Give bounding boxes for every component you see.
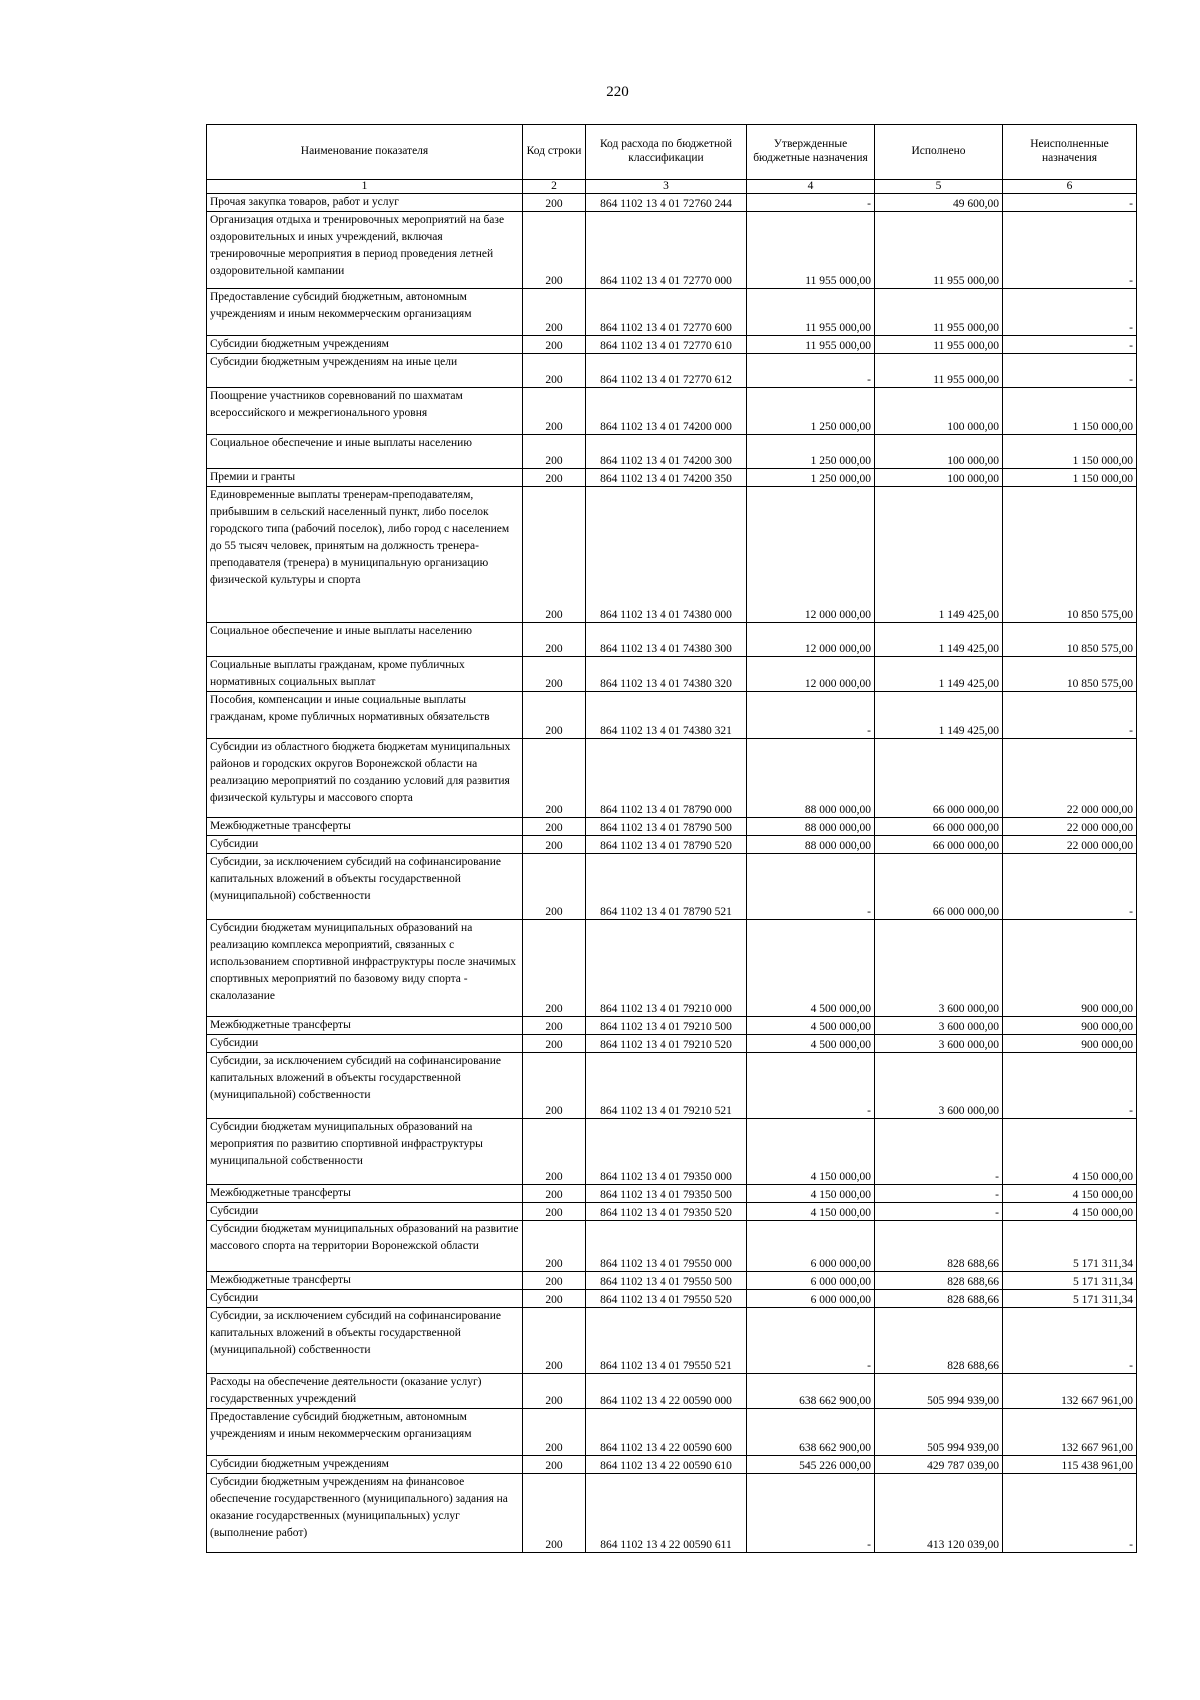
- table-cell-line-code: 200: [523, 1474, 586, 1553]
- table-cell-unexecuted: 4 150 000,00: [1003, 1119, 1137, 1185]
- table-row: [207, 854, 1137, 920]
- table-row: [207, 336, 1137, 354]
- table-cell-line-code: 200: [523, 388, 586, 435]
- table-cell-name: Предоставление субсидий бюджетным, автономным учреждениям и иным некоммерческим организациям: [207, 1409, 523, 1456]
- table-row: [207, 1374, 1137, 1409]
- table-cell-name: Межбюджетные трансферты: [207, 1017, 523, 1035]
- table-cell-budget-code: 864 1102 13 4 22 00590 600: [586, 1409, 747, 1456]
- table-cell-executed: 100 000,00: [875, 388, 1003, 435]
- table-cell-line-code: 200: [523, 289, 586, 336]
- table-cell-budget-code: 864 1102 13 4 01 79550 521: [586, 1308, 747, 1374]
- table-cell-executed: 3 600 000,00: [875, 1017, 1003, 1035]
- table-cell-line-code: 200: [523, 1035, 586, 1053]
- table-cell-unexecuted: 5 171 311,34: [1003, 1221, 1137, 1272]
- table-cell-name: Прочая закупка товаров, работ и услуг: [207, 194, 523, 212]
- table-cell-executed: 3 600 000,00: [875, 920, 1003, 1017]
- table-cell-budget-code: 864 1102 13 4 22 00590 610: [586, 1456, 747, 1474]
- table-cell-approved: 6 000 000,00: [747, 1290, 875, 1308]
- table-cell-unexecuted: 22 000 000,00: [1003, 739, 1137, 818]
- table-cell-executed: 11 955 000,00: [875, 354, 1003, 388]
- table-cell-line-code: 200: [523, 623, 586, 657]
- table-cell-unexecuted: 1 150 000,00: [1003, 435, 1137, 469]
- table-row: [207, 212, 1137, 289]
- table-cell-executed: 3 600 000,00: [875, 1035, 1003, 1053]
- table-cell-approved: 1 250 000,00: [747, 435, 875, 469]
- table-cell-executed: 100 000,00: [875, 435, 1003, 469]
- table-row: [207, 739, 1137, 818]
- table-cell-unexecuted: 5 171 311,34: [1003, 1272, 1137, 1290]
- table-cell-line-code: 200: [523, 1119, 586, 1185]
- table-cell-executed: 828 688,66: [875, 1308, 1003, 1374]
- table-cell-name: Социальное обеспечение и иные выплаты населению: [207, 435, 523, 469]
- table-cell-line-code: 200: [523, 194, 586, 212]
- table-cell-approved: 6 000 000,00: [747, 1272, 875, 1290]
- table-cell-budget-code: 864 1102 13 4 01 79550 520: [586, 1290, 747, 1308]
- table-cell-budget-code: 864 1102 13 4 01 79550 500: [586, 1272, 747, 1290]
- table-cell-line-code: 200: [523, 435, 586, 469]
- table-cell-executed: -: [875, 1119, 1003, 1185]
- table-cell-name: Поощрение участников соревнований по шахматам всероссийского и межрегионального уровня: [207, 388, 523, 435]
- table-row: [207, 1308, 1137, 1374]
- table-cell-budget-code: 864 1102 13 4 01 74380 300: [586, 623, 747, 657]
- table-cell-line-code: 200: [523, 739, 586, 818]
- table-cell-line-code: 200: [523, 1374, 586, 1409]
- table-row: [207, 1272, 1137, 1290]
- table-cell-name: Субсидии: [207, 836, 523, 854]
- table-cell-executed: 413 120 039,00: [875, 1474, 1003, 1553]
- table-cell-name: Субсидии бюджетным учреждениям на иные цели: [207, 354, 523, 388]
- table-cell-line-code: 200: [523, 1203, 586, 1221]
- table-cell-budget-code: 864 1102 13 4 01 79350 000: [586, 1119, 747, 1185]
- header-line-code: Код строки: [523, 125, 586, 180]
- table-cell-name: Субсидии: [207, 1035, 523, 1053]
- table-row: [207, 354, 1137, 388]
- table-cell-name: Межбюджетные трансферты: [207, 818, 523, 836]
- table-row: [207, 1203, 1137, 1221]
- table-cell-unexecuted: 5 171 311,34: [1003, 1290, 1137, 1308]
- table-cell-budget-code: 864 1102 13 4 01 72770 612: [586, 354, 747, 388]
- table-cell-approved: 11 955 000,00: [747, 289, 875, 336]
- table-cell-budget-code: 864 1102 13 4 01 74200 000: [586, 388, 747, 435]
- table-cell-unexecuted: -: [1003, 1053, 1137, 1119]
- table-cell-name: Субсидии бюджетным учреждениям: [207, 1456, 523, 1474]
- table-cell-unexecuted: 22 000 000,00: [1003, 818, 1137, 836]
- table-cell-approved: 4 150 000,00: [747, 1185, 875, 1203]
- table-row: [207, 1221, 1137, 1272]
- table-cell-approved: -: [747, 1053, 875, 1119]
- table-cell-executed: 429 787 039,00: [875, 1456, 1003, 1474]
- table-cell-executed: 505 994 939,00: [875, 1409, 1003, 1456]
- table-cell-budget-code: 864 1102 13 4 01 78790 500: [586, 818, 747, 836]
- table-row: [207, 469, 1137, 487]
- table-cell-name: Субсидии из областного бюджета бюджетам муниципальных районов и городских округов Воронежской области на реализацию мероприятий по созданию условий для развития физической культуры и массового спорта: [207, 739, 523, 818]
- table-cell-line-code: 200: [523, 1272, 586, 1290]
- table-cell-unexecuted: 10 850 575,00: [1003, 657, 1137, 692]
- table-cell-approved: 88 000 000,00: [747, 836, 875, 854]
- table-cell-approved: 12 000 000,00: [747, 487, 875, 623]
- table-cell-unexecuted: 132 667 961,00: [1003, 1409, 1137, 1456]
- table-cell-executed: 11 955 000,00: [875, 336, 1003, 354]
- table-cell-line-code: 200: [523, 818, 586, 836]
- table-cell-line-code: 200: [523, 1185, 586, 1203]
- table-cell-name: Субсидии, за исключением субсидий на софинансирование капитальных вложений в объекты государственной (муниципальной) собственности: [207, 1053, 523, 1119]
- table-cell-approved: 11 955 000,00: [747, 212, 875, 289]
- table-cell-executed: 49 600,00: [875, 194, 1003, 212]
- table-row: [207, 388, 1137, 435]
- column-number: 2: [523, 180, 586, 194]
- table-cell-approved: -: [747, 354, 875, 388]
- column-number: 1: [207, 180, 523, 194]
- table-cell-executed: 1 149 425,00: [875, 487, 1003, 623]
- table-cell-unexecuted: 115 438 961,00: [1003, 1456, 1137, 1474]
- table-cell-executed: 66 000 000,00: [875, 818, 1003, 836]
- table-cell-name: Расходы на обеспечение деятельности (оказание услуг) государственных учреждений: [207, 1374, 523, 1409]
- table-cell-line-code: 200: [523, 836, 586, 854]
- table-cell-name: Единовременные выплаты тренерам-преподавателям, прибывшим в сельский населенный пункт, либо поселок городского типа (рабочий поселок), либо город с населением до 55 тысяч человек, принятым на должность тренера-преподавателя (тренера) в муниципальную организацию физической культуры и спорта: [207, 487, 523, 623]
- table-cell-executed: 11 955 000,00: [875, 289, 1003, 336]
- table-cell-unexecuted: 900 000,00: [1003, 1035, 1137, 1053]
- table-cell-unexecuted: -: [1003, 1474, 1137, 1553]
- table-cell-unexecuted: -: [1003, 354, 1137, 388]
- table-cell-budget-code: 864 1102 13 4 01 79350 500: [586, 1185, 747, 1203]
- table-cell-budget-code: 864 1102 13 4 01 72770 000: [586, 212, 747, 289]
- table-row: [207, 1053, 1137, 1119]
- table-cell-executed: -: [875, 1203, 1003, 1221]
- header-indicator-name: Наименование показателя: [207, 125, 523, 180]
- table-cell-budget-code: 864 1102 13 4 01 79210 000: [586, 920, 747, 1017]
- table-row: [207, 836, 1137, 854]
- table-cell-unexecuted: 4 150 000,00: [1003, 1203, 1137, 1221]
- table-cell-unexecuted: 132 667 961,00: [1003, 1374, 1137, 1409]
- table-cell-budget-code: 864 1102 13 4 01 74380 000: [586, 487, 747, 623]
- table-cell-unexecuted: -: [1003, 692, 1137, 739]
- table-cell-name: Социальные выплаты гражданам, кроме публичных нормативных социальных выплат: [207, 657, 523, 692]
- table-cell-name: Пособия, компенсации и иные социальные выплаты гражданам, кроме публичных нормативных обязательств: [207, 692, 523, 739]
- table-cell-name: Субсидии, за исключением субсидий на софинансирование капитальных вложений в объекты государственной (муниципальной) собственности: [207, 854, 523, 920]
- column-number: 3: [586, 180, 747, 194]
- table-cell-unexecuted: 900 000,00: [1003, 920, 1137, 1017]
- table-cell-line-code: 200: [523, 354, 586, 388]
- table-cell-line-code: 200: [523, 1456, 586, 1474]
- table-cell-budget-code: 864 1102 13 4 01 79210 521: [586, 1053, 747, 1119]
- table-cell-approved: 545 226 000,00: [747, 1456, 875, 1474]
- table-cell-executed: 1 149 425,00: [875, 623, 1003, 657]
- table-cell-executed: 828 688,66: [875, 1290, 1003, 1308]
- table-cell-name: Предоставление субсидий бюджетным, автономным учреждениям и иным некоммерческим организациям: [207, 289, 523, 336]
- table-row: [207, 289, 1137, 336]
- table-cell-approved: 638 662 900,00: [747, 1409, 875, 1456]
- table-cell-line-code: 200: [523, 692, 586, 739]
- table-cell-unexecuted: -: [1003, 289, 1137, 336]
- table-row: [207, 692, 1137, 739]
- table-cell-budget-code: 864 1102 13 4 01 78790 520: [586, 836, 747, 854]
- table-cell-line-code: 200: [523, 212, 586, 289]
- table-cell-budget-code: 864 1102 13 4 22 00590 000: [586, 1374, 747, 1409]
- table-cell-budget-code: 864 1102 13 4 01 72770 600: [586, 289, 747, 336]
- table-cell-line-code: 200: [523, 1017, 586, 1035]
- table-cell-approved: 4 500 000,00: [747, 920, 875, 1017]
- table-cell-name: Субсидии бюджетам муниципальных образований на мероприятия по развитию спортивной инфраструктуры муниципальной собственности: [207, 1119, 523, 1185]
- table-cell-name: Межбюджетные трансферты: [207, 1185, 523, 1203]
- table-cell-executed: -: [875, 1185, 1003, 1203]
- table-cell-unexecuted: 900 000,00: [1003, 1017, 1137, 1035]
- table-cell-line-code: 200: [523, 1409, 586, 1456]
- table-cell-line-code: 200: [523, 469, 586, 487]
- table-cell-approved: 4 500 000,00: [747, 1035, 875, 1053]
- table-cell-budget-code: 864 1102 13 4 01 74380 321: [586, 692, 747, 739]
- table-cell-approved: -: [747, 854, 875, 920]
- table-cell-approved: -: [747, 692, 875, 739]
- table-cell-executed: 828 688,66: [875, 1272, 1003, 1290]
- table-cell-unexecuted: -: [1003, 854, 1137, 920]
- table-cell-executed: 1 149 425,00: [875, 692, 1003, 739]
- table-cell-name: Субсидии, за исключением субсидий на софинансирование капитальных вложений в объекты государственной (муниципальной) собственности: [207, 1308, 523, 1374]
- table-cell-name: Субсидии бюджетам муниципальных образований на развитие массового спорта на территории Воронежской области: [207, 1221, 523, 1272]
- table-row: [207, 1119, 1137, 1185]
- table-cell-budget-code: 864 1102 13 4 01 79350 520: [586, 1203, 747, 1221]
- table-row: [207, 623, 1137, 657]
- table-cell-unexecuted: -: [1003, 1308, 1137, 1374]
- table-cell-budget-code: 864 1102 13 4 01 78790 521: [586, 854, 747, 920]
- table-row: [207, 435, 1137, 469]
- table-cell-name: Премии и гранты: [207, 469, 523, 487]
- header-approved: Утвержденные бюджетные назначения: [747, 125, 875, 180]
- page-number: 220: [606, 84, 629, 100]
- table-cell-unexecuted: 4 150 000,00: [1003, 1185, 1137, 1203]
- table-cell-unexecuted: 10 850 575,00: [1003, 487, 1137, 623]
- table-cell-budget-code: 864 1102 13 4 01 79210 520: [586, 1035, 747, 1053]
- table-cell-approved: 4 150 000,00: [747, 1119, 875, 1185]
- table-cell-unexecuted: 10 850 575,00: [1003, 623, 1137, 657]
- table-cell-approved: 12 000 000,00: [747, 623, 875, 657]
- column-number: 6: [1003, 180, 1137, 194]
- table-cell-executed: 505 994 939,00: [875, 1374, 1003, 1409]
- header-unexecuted: Неисполненные назначения: [1003, 125, 1137, 180]
- table-cell-approved: 4 150 000,00: [747, 1203, 875, 1221]
- table-cell-executed: 11 955 000,00: [875, 212, 1003, 289]
- table-cell-line-code: 200: [523, 1308, 586, 1374]
- table-cell-approved: 88 000 000,00: [747, 818, 875, 836]
- table-cell-budget-code: 864 1102 13 4 01 74380 320: [586, 657, 747, 692]
- table-cell-budget-code: 864 1102 13 4 01 78790 000: [586, 739, 747, 818]
- table-cell-approved: 638 662 900,00: [747, 1374, 875, 1409]
- table-cell-approved: 4 500 000,00: [747, 1017, 875, 1035]
- table-cell-line-code: 200: [523, 336, 586, 354]
- table-cell-line-code: 200: [523, 1053, 586, 1119]
- table-cell-name: Субсидии бюджетам муниципальных образований на реализацию комплекса мероприятий, связанных с использованием спортивной инфраструктуры после значимых спортивных мероприятий по базовому виду спорта - скалолазание: [207, 920, 523, 1017]
- table-row: [207, 1474, 1137, 1553]
- table-row: [207, 920, 1137, 1017]
- table-cell-line-code: 200: [523, 1221, 586, 1272]
- table-cell-approved: 11 955 000,00: [747, 336, 875, 354]
- table-cell-approved: 88 000 000,00: [747, 739, 875, 818]
- table-cell-approved: 12 000 000,00: [747, 657, 875, 692]
- table-header-row: [207, 125, 1137, 180]
- table-cell-line-code: 200: [523, 920, 586, 1017]
- header-budget-code: Код расхода по бюджетной классификации: [586, 125, 747, 180]
- table-row: [207, 1017, 1137, 1035]
- table-cell-executed: 1 149 425,00: [875, 657, 1003, 692]
- table-row: [207, 818, 1137, 836]
- table-cell-approved: -: [747, 1474, 875, 1553]
- table-cell-budget-code: 864 1102 13 4 22 00590 611: [586, 1474, 747, 1553]
- table-cell-budget-code: 864 1102 13 4 01 72760 244: [586, 194, 747, 212]
- table-cell-name: Социальное обеспечение и иные выплаты населению: [207, 623, 523, 657]
- table-cell-budget-code: 864 1102 13 4 01 79210 500: [586, 1017, 747, 1035]
- table-cell-budget-code: 864 1102 13 4 01 79550 000: [586, 1221, 747, 1272]
- table-cell-executed: 828 688,66: [875, 1221, 1003, 1272]
- table-cell-executed: 66 000 000,00: [875, 854, 1003, 920]
- table-cell-approved: 1 250 000,00: [747, 388, 875, 435]
- table-cell-name: Межбюджетные трансферты: [207, 1272, 523, 1290]
- table-cell-executed: 100 000,00: [875, 469, 1003, 487]
- table-cell-line-code: 200: [523, 854, 586, 920]
- table-cell-unexecuted: 22 000 000,00: [1003, 836, 1137, 854]
- table-body: [207, 194, 1137, 1553]
- table-cell-executed: 66 000 000,00: [875, 836, 1003, 854]
- table-row: [207, 1185, 1137, 1203]
- table-cell-budget-code: 864 1102 13 4 01 72770 610: [586, 336, 747, 354]
- table-cell-line-code: 200: [523, 487, 586, 623]
- table-row: [207, 1456, 1137, 1474]
- table-cell-name: Организация отдыха и тренировочных мероприятий на базе оздоровительных и иных учреждений, включая тренировочные мероприятия в период проведения летней оздоровительной кампании: [207, 212, 523, 289]
- table-cell-approved: 1 250 000,00: [747, 469, 875, 487]
- table-cell-unexecuted: -: [1003, 212, 1137, 289]
- table-cell-unexecuted: -: [1003, 336, 1137, 354]
- table-row: [207, 1035, 1137, 1053]
- table-cell-budget-code: 864 1102 13 4 01 74200 300: [586, 435, 747, 469]
- table-row: [207, 487, 1137, 623]
- column-numbers-row: [207, 180, 1137, 194]
- table-row: [207, 194, 1137, 212]
- table-cell-unexecuted: -: [1003, 194, 1137, 212]
- table-cell-line-code: 200: [523, 657, 586, 692]
- table-cell-budget-code: 864 1102 13 4 01 74200 350: [586, 469, 747, 487]
- table-cell-name: Субсидии бюджетным учреждениям на финансовое обеспечение государственного (муниципального) задания на оказание государственных (муниципальных) услуг (выполнение работ): [207, 1474, 523, 1553]
- table-row: [207, 1409, 1137, 1456]
- column-number: 5: [875, 180, 1003, 194]
- table-cell-name: Субсидии: [207, 1290, 523, 1308]
- table-cell-approved: -: [747, 194, 875, 212]
- table-cell-line-code: 200: [523, 1290, 586, 1308]
- column-number: 4: [747, 180, 875, 194]
- table-cell-executed: 66 000 000,00: [875, 739, 1003, 818]
- table-cell-approved: 6 000 000,00: [747, 1221, 875, 1272]
- table-cell-unexecuted: 1 150 000,00: [1003, 388, 1137, 435]
- table-cell-executed: 3 600 000,00: [875, 1053, 1003, 1119]
- table-cell-name: Субсидии бюджетным учреждениям: [207, 336, 523, 354]
- table-cell-unexecuted: 1 150 000,00: [1003, 469, 1137, 487]
- table-row: [207, 657, 1137, 692]
- header-executed: Исполнено: [875, 125, 1003, 180]
- table-row: [207, 1290, 1137, 1308]
- table-cell-approved: -: [747, 1308, 875, 1374]
- budget-execution-table: [206, 124, 1137, 1553]
- table-cell-name: Субсидии: [207, 1203, 523, 1221]
